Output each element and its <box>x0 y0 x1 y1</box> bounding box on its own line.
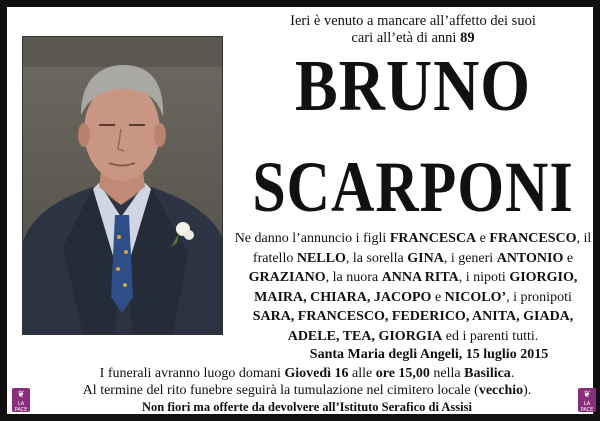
funeral-place: Basilica <box>464 366 511 381</box>
announce-name: NICOLO’ <box>444 289 507 305</box>
announce-text: e <box>566 250 574 266</box>
funeral-line-2 <box>49 383 565 400</box>
announce-text: e <box>479 231 486 246</box>
announce-text: e <box>434 289 442 305</box>
announce-name: SARA, FRANCESCO, FEDERICO, ANITA, GIADA, ADELE, TEA, GIORGIA <box>252 309 574 344</box>
funeral-text: . <box>510 366 515 381</box>
funeral-text: alle <box>352 366 373 381</box>
funeral-text: ). <box>523 382 532 398</box>
announce-text: ed i parenti tutti. <box>445 328 539 344</box>
announcement-text <box>232 229 594 346</box>
funeral-text: I funerali avranno luogo domani <box>99 366 281 381</box>
announce-name: FRANCESCO <box>489 231 577 246</box>
announce-name: FRANCESCA <box>389 231 477 246</box>
announce-text: , il fratello <box>252 231 592 266</box>
funeral-line-1 <box>49 366 565 383</box>
deceased-last-name: SCARPONI <box>252 147 574 227</box>
intro-age-prefix: cari all’età di anni <box>351 30 457 46</box>
intro-line-1: Ieri è venuto a mancare all’affetto dei suoi <box>290 13 536 29</box>
announce-text: , i generi <box>443 250 494 266</box>
logo-label: LA PACE <box>580 401 594 413</box>
announce-text: , i pronipoti <box>506 289 572 305</box>
funeral-cemetery: vecchio <box>478 382 524 398</box>
announce-text: Ne danno l’annuncio i figli <box>234 231 387 246</box>
announce-name: GINA <box>407 250 444 266</box>
funeral-day: Giovedì 16 <box>284 366 349 381</box>
deceased-first-name: BRUNO <box>294 44 532 127</box>
announce-name: NELLO <box>296 250 346 266</box>
announce-name: ANTONIO <box>496 250 564 266</box>
portrait-photo <box>22 36 223 335</box>
announce-name: GIORGIO, MAIRA, CHIARA, JACOPO <box>254 270 578 305</box>
funeral-home-logo-left <box>12 388 30 412</box>
age-value: 89 <box>460 30 475 46</box>
announce-text: , la nuora <box>325 270 379 285</box>
dove-icon: ❦ <box>583 390 591 400</box>
donation-note: Non fiori ma offerte da devolvere all’Istituto Serafico di Assisi <box>142 400 472 414</box>
funeral-text: nella <box>433 366 461 381</box>
funeral-home-logo-right <box>578 388 596 412</box>
announce-name: ANNA RITA <box>381 270 459 285</box>
logo-label: LA PACE <box>14 401 28 413</box>
funeral-text: Al termine del rito funebre seguirà la tumulazione nel cimitero locale ( <box>82 382 479 398</box>
dove-icon: ❦ <box>17 390 25 400</box>
announce-name: GRAZIANO <box>248 270 326 285</box>
announce-text: , la sorella <box>345 250 404 266</box>
portrait-illustration <box>23 37 222 334</box>
place-date: Santa Maria degli Angeli, 15 luglio 2015 <box>309 347 549 362</box>
announce-text: , i nipoti <box>458 270 506 285</box>
funeral-info <box>49 366 565 399</box>
funeral-time: ore 15,00 <box>375 366 430 381</box>
